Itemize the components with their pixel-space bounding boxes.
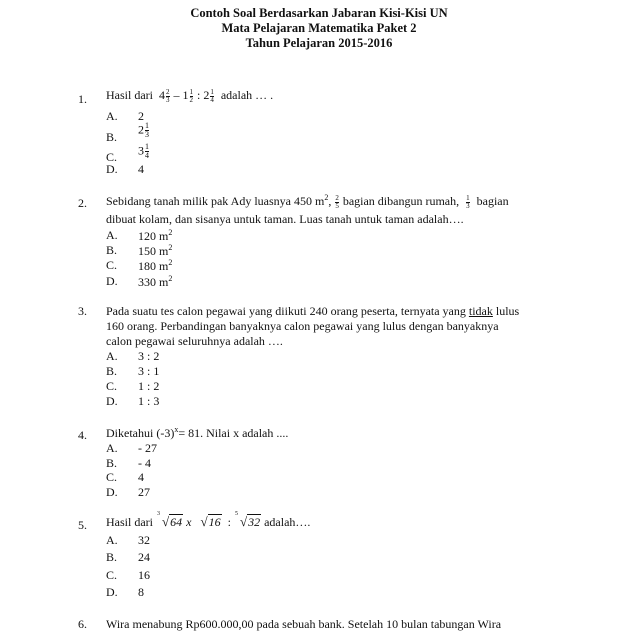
question-5-option-c-letter: C. xyxy=(106,568,118,582)
question-5-option-a-letter: A. xyxy=(106,533,118,547)
question-1-option-b-letter: B. xyxy=(106,130,118,144)
question-2-option-d-value: 330 $m^2$ xyxy=(138,274,173,289)
question-5-option-c-value: 16 xyxy=(138,568,150,582)
question-2-line-2: dibuat kolam, dan sisanya untuk taman. Luas tanah untuk taman adalah…. xyxy=(106,212,464,226)
question-1-option-a-letter: A. xyxy=(106,109,118,123)
question-3-option-b-letter: B. xyxy=(106,364,118,378)
document-title: Contoh Soal Berdasarkan Jabaran Kisi-Kisi UN xyxy=(190,6,448,20)
question-3-option-d-letter: D. xyxy=(106,394,118,408)
question-4-option-d-letter: D. xyxy=(106,485,118,499)
question-3-option-d-value: 1 : 3 xyxy=(138,394,160,408)
question-6-line-1: Wira menabung Rp600.000,00 pada sebuah bank. Setelah 10 bulan tabungan Wira xyxy=(106,617,502,631)
question-2-number: 2. xyxy=(78,196,87,210)
question-2-option-d-letter: D. xyxy=(106,274,118,288)
question-1-option-d-value: 4 xyxy=(138,162,144,176)
question-3-option-a-letter: A. xyxy=(106,349,118,363)
square-root-16: √16 xyxy=(200,514,221,529)
question-1-option-d-letter: D. xyxy=(106,162,118,176)
question-1-number: 1. xyxy=(78,92,87,106)
cube-root-64: 3 √64 xyxy=(157,511,183,529)
question-3-option-c-value: 1 : 2 xyxy=(138,379,160,393)
question-2-option-c-letter: C. xyxy=(106,258,118,272)
question-5-option-a-value: 32 xyxy=(138,533,150,547)
document-subject: Mata Pelajaran Matematika Paket 2 xyxy=(221,21,417,35)
question-5-option-d-letter: D. xyxy=(106,585,118,599)
question-3-line-3: calon pegawai seluruhnya adalah …. xyxy=(106,334,283,348)
question-1-option-c-letter: C. xyxy=(106,150,118,164)
question-4-text: Diketahui $(-3)^x= 81$. Nilai x adalah .... xyxy=(106,425,289,440)
question-3-line-1: Pada suatu tes calon pegawai yang diikuti 240 orang peserta, ternyata yang tidak lulus xyxy=(106,304,520,318)
document-year: Tahun Pelajaran 2015-2016 xyxy=(245,36,393,50)
question-4-option-b-letter: B. xyxy=(106,456,118,470)
fifth-root-32: 5 √32 xyxy=(234,511,261,529)
question-3-option-b-value: 3 : 1 xyxy=(138,364,160,378)
question-2-option-a-letter: A. xyxy=(106,228,118,242)
question-6-number: 6. xyxy=(78,617,87,631)
question-5-option-b-value: 24 xyxy=(138,550,150,564)
question-2-option-b-value: 150 $m^2$ xyxy=(138,243,173,258)
question-4-option-a-value: - 27 xyxy=(138,441,157,455)
question-3-number: 3. xyxy=(78,304,87,318)
question-4-option-c-letter: C. xyxy=(106,470,118,484)
question-2-line-1: Sebidang tanah milik pak Ady luasnya 450 $m^2$, $\frac{2}{5}$ bagian dibangun rumah, $\frac{1}{3}$ bagian xyxy=(106,193,509,210)
question-3-option-a-value: 3 : 2 xyxy=(138,349,160,363)
question-5-text: Hasil dari 3 √64 x √16 : 5 √32 adalah…. xyxy=(106,511,311,529)
question-1-text: Hasil dari 4 $\frac{2}{3}$ – 1 $\frac{1}{2}$ : 2 $\frac{1}{4}$ adalah … . xyxy=(106,87,274,104)
question-5-option-d-value: 8 xyxy=(138,585,144,599)
question-4-option-b-value: - 4 xyxy=(138,456,151,470)
question-4-option-d-value: 27 xyxy=(138,485,150,499)
question-1-option-c-value: 3 $\frac{1}{4}$ xyxy=(138,142,149,160)
question-1-option-a-value: 2 xyxy=(138,109,144,123)
question-4-number: 4. xyxy=(78,428,87,442)
question-3-line-2: 160 orang. Perbandingan banyaknya calon pegawai yang lulus dengan banyaknya xyxy=(106,319,499,333)
question-1-option-b-value: 2 $\frac{1}{3}$ xyxy=(138,121,149,139)
question-3-option-c-letter: C. xyxy=(106,379,118,393)
question-2-option-b-letter: B. xyxy=(106,243,118,257)
question-2-option-c-value: 180 $m^2$ xyxy=(138,258,173,273)
question-5-option-b-letter: B. xyxy=(106,550,118,564)
question-2-option-a-value: 120 $m^2$ xyxy=(138,228,173,243)
question-4-option-c-value: 4 xyxy=(138,470,144,484)
question-4-option-a-letter: A. xyxy=(106,441,118,455)
question-5-number: 5. xyxy=(78,518,87,532)
